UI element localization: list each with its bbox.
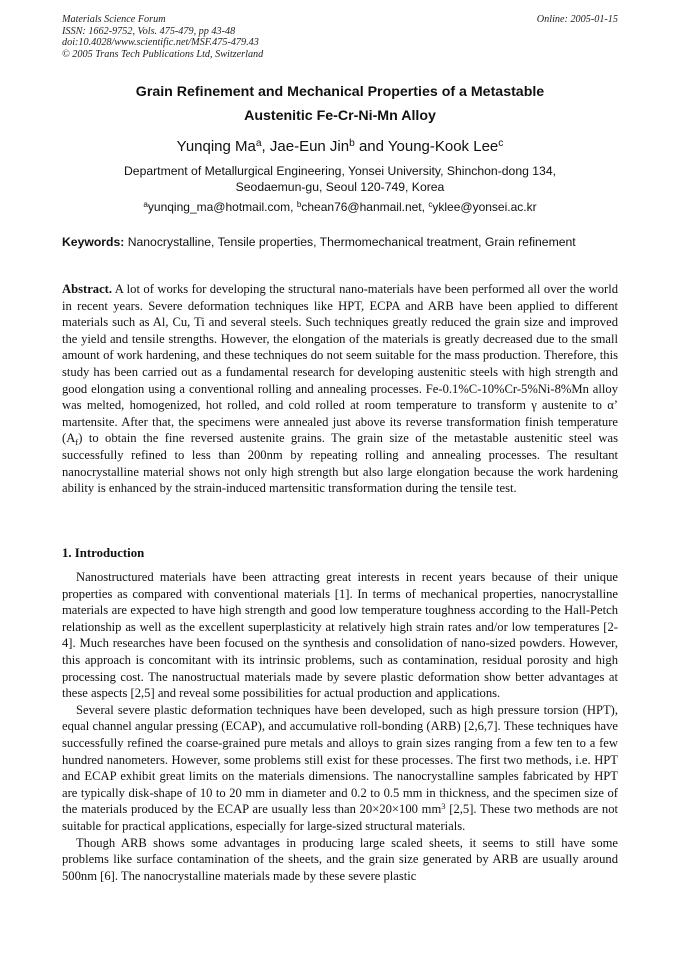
paragraph-text: [2,5]. These two methods are not suitable for practical applications, especially for large-sized structural materials. [62, 802, 619, 833]
abstract-text-2: ) to obtain the fine reversed austenite grains. The grain size of the metastable austenitic steel was successfully refined to less than 200nm by repeating rolling and annealing processes. The resultant nanocrystalline material shows not only high strength but also large elongation because the work hardening ability is enhanced by the strain-induced martensitic transformation during the tensile test. [62, 431, 618, 496]
title-line-1: Grain Refinement and Mechanical Properties of a Metastable [135, 84, 545, 100]
paper-title [62, 80, 618, 128]
affiliation-line-1: Department of Metallurgical Engineering, Yonsei University, Shinchon-dong 134, [123, 164, 556, 178]
doi[interactable]: doi:10.4028/www.scientific.net/MSF.475-479.43 [62, 37, 259, 49]
keywords-text: Nanocrystalline, Tensile properties, Thermomechanical treatment, Grain refinement [124, 235, 576, 249]
email-1-mark: a [143, 199, 148, 209]
email-2-mark: b [296, 199, 302, 209]
author-1-mark: a [255, 137, 262, 149]
paragraph [62, 702, 618, 835]
author-emails [62, 199, 618, 215]
journal-name: Materials Science Forum [62, 14, 166, 25]
author-2: Jae-Eun Jin [269, 138, 350, 155]
email-3-mark: c [428, 199, 433, 209]
paragraph-text: Several severe plastic deformation techniques have been developed, such as high pressure torsion (HPT), equal channel angular pressing (ECAP), and accumulative roll-bonding (ARB) [2,6,7]. These techniques have successfully refined the coarse-grained pure metals and alloys to grain sizes ranging from a few ten to a few hundred nanometers. However, some problems still exist for these processes. The first two methods, i.e. HPT and ECAP exhibit great limits on the materials dimensions. The nanocrystalline samples fabricated by HPT are typically disk-shape of 10 to 20 mm in diameter and 0.2 to 0.5 mm in thickness, and the specimen size of the materials produced by the ECAP are usually less than 20×20×100 mm [62, 702, 618, 817]
copyright: © 2005 Trans Tech Publications Ltd, Switzerland [62, 48, 264, 60]
author-separator: , [261, 138, 270, 155]
author-3-mark: c [498, 137, 504, 149]
author-separator: and [354, 138, 388, 155]
keywords [62, 234, 618, 251]
introduction-body [62, 569, 618, 884]
abstract [62, 281, 618, 497]
section-heading-introduction: 1. Introduction [62, 546, 145, 560]
email-1[interactable]: yunqing_ma@hotmail.com, [147, 200, 297, 214]
abstract-subscript: f [75, 436, 79, 447]
email-2[interactable]: chean76@hanmail.net, [301, 200, 429, 214]
author-2-mark: b [349, 137, 355, 149]
online-date: Online: 2005-01-15 [536, 14, 618, 25]
author-list [62, 137, 618, 157]
affiliation-line-2: Seodaemun-gu, Seoul 120-749, Korea [235, 180, 445, 194]
paragraph: Though ARB shows some advantages in producing large scaled sheets, it seems to still have some problems like surface contamination of the sheets, and the grain size generated by ARB are usually around 500nm [6]. The nanocrystalline materials made by these severe plastic [62, 835, 618, 883]
email-3[interactable]: yklee@yonsei.ac.kr [432, 200, 537, 214]
keywords-label: Keywords: [62, 235, 125, 249]
issn: ISSN: 1662-9752, Vols. 475-479, pp 43-48 [62, 25, 236, 37]
superscript: 3 [441, 801, 446, 812]
paragraph: Nanostructured materials have been attracting great interests in recent years because of their unique properties as compared with conventional materials [1]. In terms of mechanical properties, nanocrystalline materials are expected to have high strength and good low temperature toughness according to the Hall-Petch relationship as well as the excellent superplasticity at relatively high strain rates and/or low temperatures [2-4]. Much researches have been focused on the synthesis and consolidation of nano-sized powders. However, this approach is concomitant with its intrinsic problems, such as contamination, residual porosity and high processing cost. The nanostructual materials made by severe plastic deformation show better advantages at these aspects [2,5] and reveal some possibilities for actual production and applications. [62, 570, 618, 701]
abstract-label: Abstract. [62, 282, 113, 296]
affiliation [62, 163, 618, 195]
title-line-2: Austenitic Fe-Cr-Ni-Mn Alloy [244, 108, 436, 124]
author-1: Yunqing Ma [176, 138, 256, 155]
abstract-text-1: A lot of works for developing the structural nano-materials have been performed all over the world in recent years. Severe deformation techniques like HPT, ECPA and ARB have been applied to different materials such as Al, Cu, Ti and several steels. Such techniques greatly reduced the grain size and improved the yield and tensile strengths. However, the elongation of the materials is greatly decreased due to the small amount of work hardening, and these techniques do not seem suitable for the mass production. Therefore, this study has been carried out as a fundamental research for developing austenitic steels with high strength and good elongation using a conventional rolling and annealing processes. Fe-0.1%C-10%Cr-5%Ni-8%Mn alloy was melted, homogenized, hot rolled, and cold rolled at room temperature to transform γ austenite to α’ martensite. After that, the specimens were annealed just above its reverse transformation finish temperature (A [62, 282, 618, 446]
author-3: Young-Kook Lee [387, 138, 499, 155]
journal-header [62, 14, 618, 60]
